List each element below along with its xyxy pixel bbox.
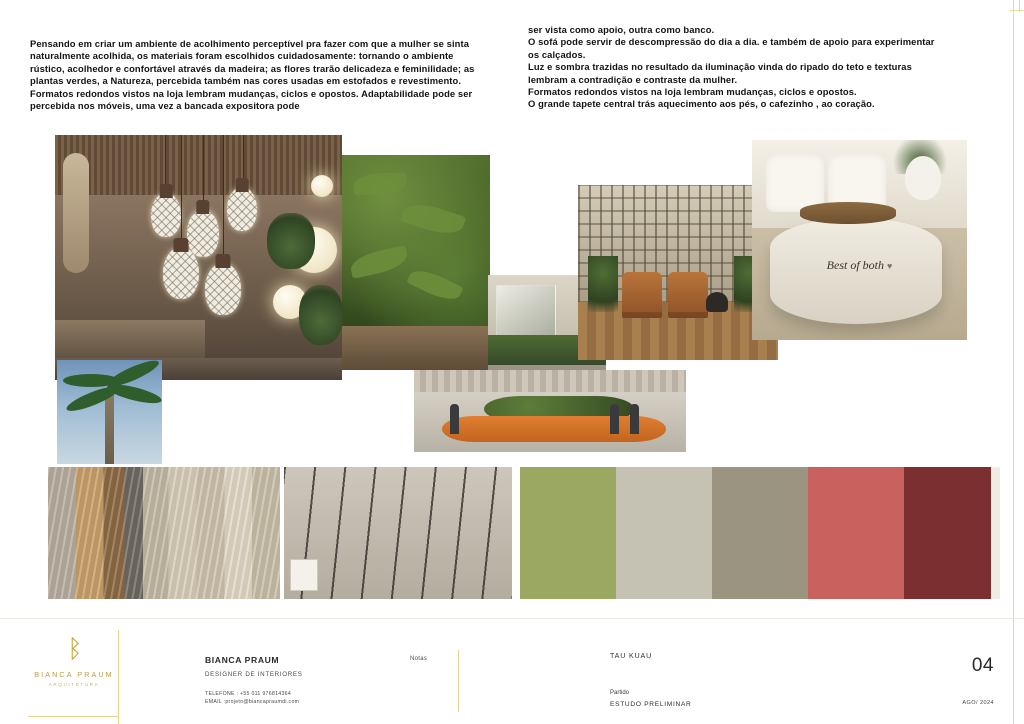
palette-swatch-2 (616, 467, 712, 599)
footer-corner-rule-horizontal (28, 716, 118, 717)
armchair (622, 272, 662, 318)
designer-contact (205, 690, 405, 706)
palette-swatch-3 (712, 467, 808, 599)
right-edge-rule (1013, 0, 1014, 724)
lamp-cap (215, 254, 230, 268)
lamp-cord (223, 135, 224, 263)
logo-monogram-icon: ᛒ (67, 636, 81, 663)
person-silhouette (630, 404, 639, 434)
pendant-lamp-net (163, 247, 199, 299)
designer-info (205, 655, 405, 706)
designer-phone: TELEFONE : +55 011 976814364 (205, 691, 292, 697)
text-line: os calçados. (528, 48, 586, 60)
text-line: Luz e sombra trazidas no resultado da iluminação vinda do ripado do teto e texturas (528, 61, 912, 73)
pendant-lamp-net (187, 209, 219, 257)
text-line: rústico, acolhedor e confortável através da madeira; as flores trarão delicadeza e feminilidade; as (30, 62, 475, 74)
text-line: ser vista como apoio, outra como banco. (528, 24, 715, 35)
logo-name: BIANCA PRAUM (34, 670, 114, 679)
ceiling-slats (55, 135, 342, 199)
palette-swatch-1 (520, 467, 616, 599)
counter (55, 320, 205, 362)
stage-label: Partido (610, 690, 630, 696)
sample-grooves (284, 467, 512, 599)
text-line: Formatos redondos vistos na loja lembram mudanças, ciclos e opostos. Adaptabilidade pode ser (30, 87, 473, 99)
text-line: percebida nos móveis, uma vez a bancada expositora pode (30, 100, 300, 112)
photo-palm-tree (57, 360, 162, 464)
footer-divider (0, 618, 1024, 619)
footer-corner-rule-vertical (118, 630, 119, 724)
sheet-date: AGO/ 2024 (962, 700, 994, 706)
palette-edge (991, 467, 1000, 599)
person-silhouette (610, 404, 619, 434)
sample-label (290, 559, 318, 591)
text-line: naturalmente acolhida, os materiais foram escolhidos cuidadosamente: tornando o ambiente (30, 50, 454, 62)
leaf (400, 198, 466, 240)
text-line: O sofá pode servir de descompressão do dia a dia. e também de apoio para experimentar (528, 36, 935, 48)
palette-swatch-5 (904, 467, 1000, 599)
ceiling (414, 370, 686, 392)
project-name: TAU KUAU (610, 653, 653, 660)
lamp-cord (181, 135, 182, 247)
photo-orange-lounge-bench (414, 370, 686, 452)
pendant-lamp-net (227, 187, 257, 231)
photo-green-wall (342, 155, 490, 370)
page-number: 04 (971, 655, 994, 676)
ottoman-caption-text: Best of both (826, 258, 884, 272)
top-right-tick (1010, 10, 1024, 11)
wood-wall (342, 326, 490, 370)
lamp-cord (203, 135, 204, 209)
lamp-cap (173, 238, 188, 252)
footer-mid-rule (458, 650, 459, 712)
wood-tray (800, 202, 896, 224)
sample-texture (48, 467, 280, 599)
side-table (706, 292, 728, 312)
leaf (354, 173, 406, 195)
lamp-cap (236, 178, 249, 192)
designer-name: BIANCA PRAUM (205, 655, 280, 665)
heart-icon: ♥ (886, 261, 893, 271)
photo-pendant-lamps-interior (55, 135, 342, 380)
lamp-cap (196, 200, 209, 214)
potted-plant (588, 256, 618, 312)
armchair (668, 272, 708, 318)
hanging-plant (267, 213, 315, 269)
palm-trunk (105, 390, 114, 464)
studio-logo (30, 636, 118, 687)
person-silhouette (450, 404, 459, 434)
text-line: Formatos redondos vistos na loja lembram mudanças, ciclos e opostos. (528, 86, 857, 98)
lamp-cap (160, 184, 173, 198)
text-line: Pensando em criar um ambiente de acolhimento perceptível pra fazer com que a mulher se sinta (30, 38, 470, 49)
designer-role: DESIGNER DE INTERIORES (205, 671, 303, 678)
text-line: lembram a contradição e contraste da mulher. (528, 73, 738, 85)
leaf (348, 245, 409, 279)
palm-frond (63, 374, 119, 387)
photo-round-ottoman-sofa (752, 140, 967, 340)
photo-wood-finish-samples (48, 467, 280, 599)
designer-email: EMAIL :projeto@biancapraumdi.com (205, 699, 300, 705)
hanging-plant (299, 285, 342, 345)
palette-swatch-4 (808, 467, 904, 599)
pendant-lamp-net (205, 263, 241, 315)
logo-subtitle: ARQUITETURA (48, 682, 100, 687)
globe-light (311, 175, 333, 197)
pendant-lamp-net (151, 193, 181, 237)
description-text-left (30, 38, 520, 112)
wall-art-panel (63, 153, 89, 273)
color-palette (520, 467, 1000, 599)
vase (905, 156, 941, 200)
description-text-right (528, 24, 998, 111)
photo-slatted-wall-chairs (578, 185, 778, 360)
text-line: O grande tapete central trás aquecimento aos pés, o cafezinho , ao coração. (528, 98, 875, 110)
project-info (610, 653, 830, 708)
ottoman-caption (827, 258, 893, 273)
photo-stone-slat-samples (284, 467, 512, 599)
stage-value: ESTUDO PRELIMINAR (610, 701, 692, 708)
notes-label: Notas (410, 656, 428, 662)
leaf (406, 264, 463, 306)
text-line: plantas verdes, a Natureza, percebida também nas cores usadas em estofados e revestimento. (30, 75, 462, 87)
